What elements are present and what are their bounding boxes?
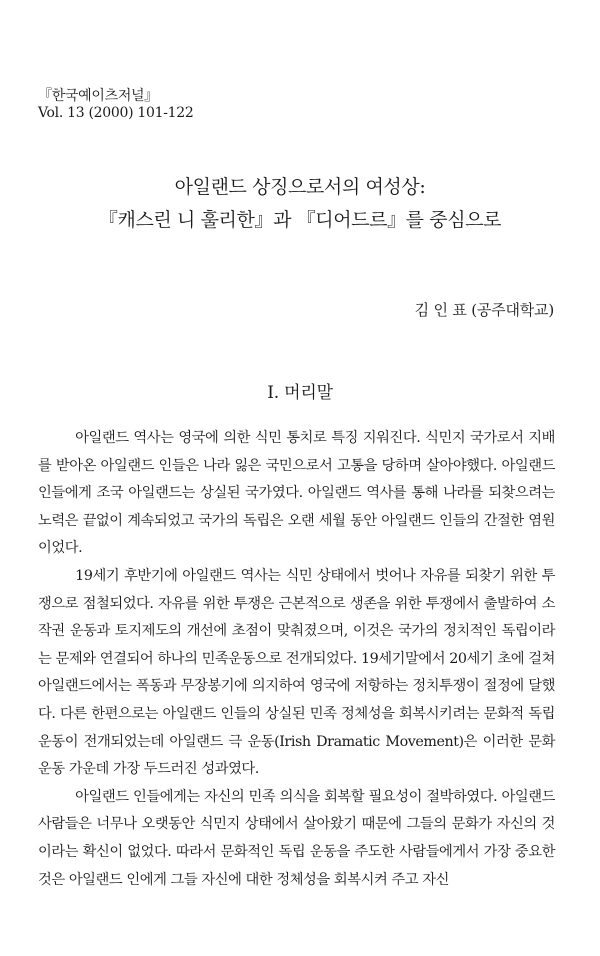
body-text — [38, 425, 555, 894]
journal-header — [38, 88, 193, 122]
journal-volume: Vol. 13 (2000) 101-122 — [38, 105, 194, 121]
title-line-2: 『캐스린 니 훌리한』과 『디어드르』를 중심으로 — [98, 209, 502, 231]
paragraph-3: 아일랜드 인들에게는 자신의 민족 의식을 회복할 필요성이 절박하였다. 아일랜드 사람들은 너무나 오랫동안 식민지 상태에서 살아왔기 때문에 그들의 문화가 자신의 것이라는 확신이 없었다. 따라서 문화적인 독립 운동을 주도한 사람들에게서 가장 중요한 것은 아일랜드 인에게 그들 자신에 대한 정체성을 회복시켜 주고 자신 — [38, 788, 555, 888]
journal-name: 『한국예이츠저널』 — [38, 88, 158, 104]
author-affiliation: 김 인 표 (공주대학교) — [414, 301, 554, 319]
title-line-1: 아일랜드 상징으로서의 여성상: — [174, 176, 426, 198]
paragraph-1: 아일랜드 역사는 영국에 의한 식민 통치로 특징 지워진다. 식민지 국가로서 지배를 받아온 아일랜드 인들은 나라 잃은 국민으로서 고통을 당하며 살아야했다. 아일랜드 인들에게 조국 아일랜드는 상실된 국가였다. 아일랜드 역사를 통해 나라를 되찾으려는 노력은 끝없이 계속되었고 국가의 독립은 오랜 세월 동안 아일랜드 인들의 간절한 염원이었다. — [38, 430, 555, 557]
section-heading: I. 머리말 — [267, 383, 333, 403]
paper-title — [0, 171, 600, 237]
paragraph-2: 19세기 후반기에 아일랜드 역사는 식민 상태에서 벗어나 자유를 되찾기 위한 투쟁으로 점철되었다. 자유를 위한 투쟁은 근본적으로 생존을 위한 투쟁에서 출발하여 소작권 운동과 토지제도의 개선에 초점이 맞춰졌으며, 이것은 국가의 정치적인 독립이라는 문제와 연결되어 하나의 민족운동으로 전개되었다. 19세기말에서 20세기 초에 걸쳐 아일랜드에서는 폭동과 무장봉기에 의지하여 영국에 저항하는 정치투쟁이 절정에 달했다. 다른 한편으로는 아일랜드 인들의 상실된 민족 정체성을 회복시키려는 문화적 독립운동이 전개되었는데 아일랜드 극 운동(Irish Dramatic Movement)은 이러한 문화운동 가운데 가장 두드러진 성과였다. — [38, 567, 555, 778]
